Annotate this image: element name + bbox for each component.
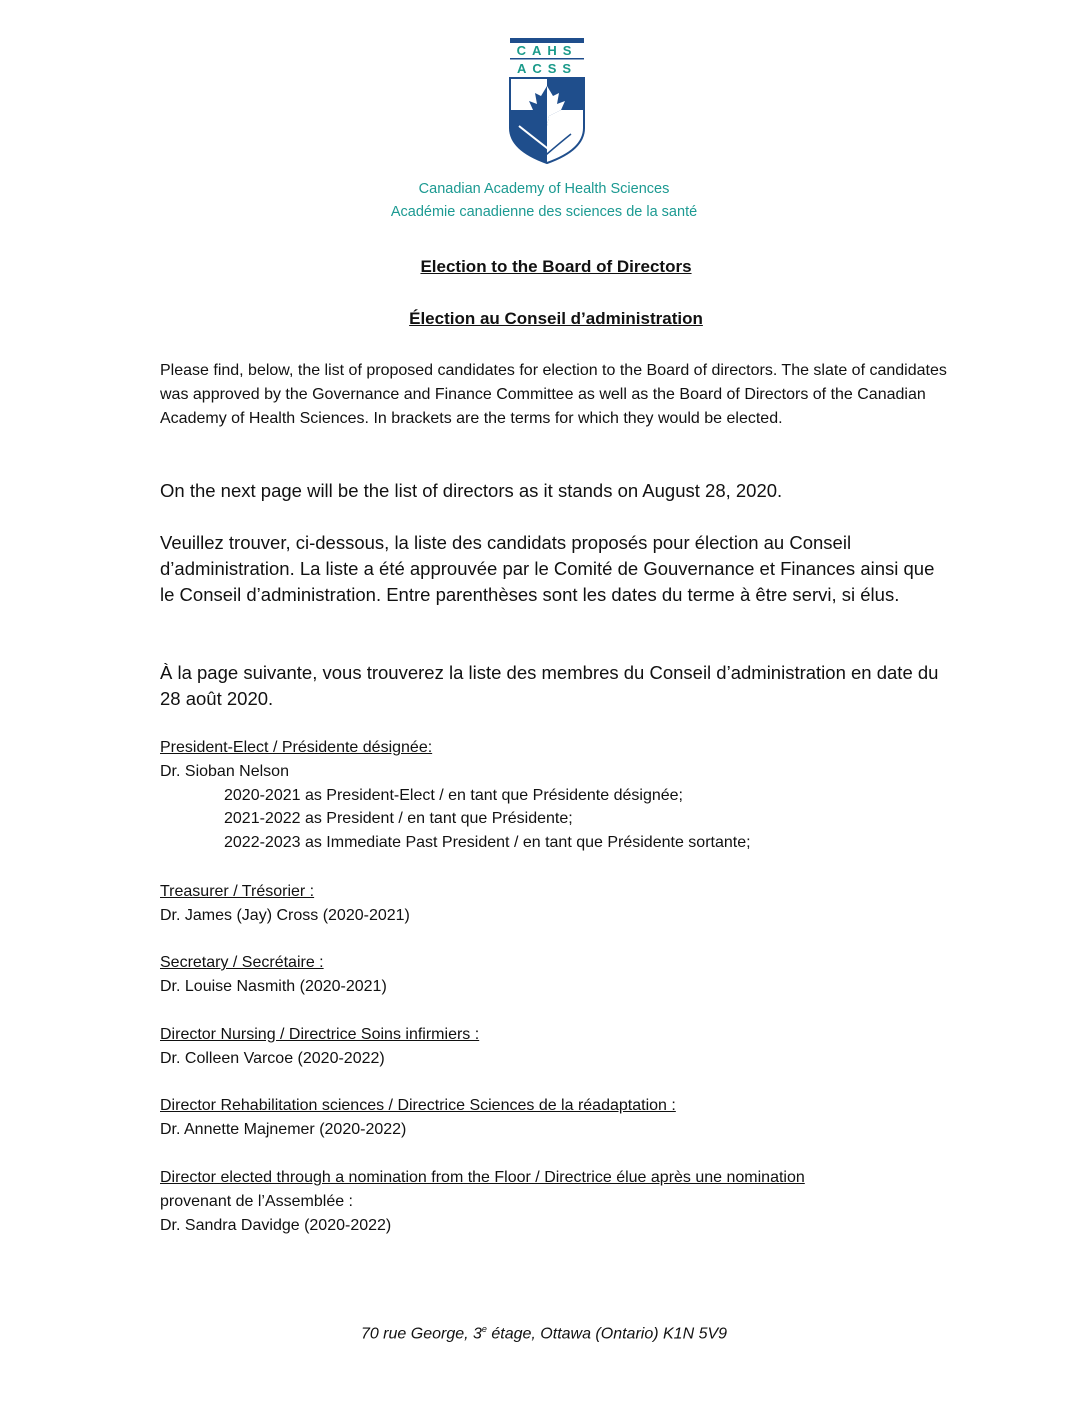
candidate-name: Dr. Sandra Davidge (2020-2022) [160, 1216, 392, 1234]
term: 2020-2021 as President-Elect / en tant que Présidente désignée; [224, 786, 683, 804]
candidate-name: Dr. Sioban Nelson [160, 762, 289, 780]
position-treasurer [160, 880, 950, 928]
org-name-en: Canadian Academy of Health Sciences [418, 181, 670, 197]
term: 2022-2023 as Immediate Past President / en tant que Présidente sortante; [224, 834, 751, 852]
org-name-fr: Académie canadienne des sciences de la santé [390, 204, 698, 220]
svg-text:ACSS: ACSS [516, 61, 578, 76]
candidate-name: Dr. Louise Nasmith (2020-2021) [160, 977, 387, 995]
position-director-nursing [160, 1023, 950, 1071]
position-secretary [160, 951, 950, 999]
position-heading: Treasurer / Trésorier : [160, 883, 315, 900]
candidate-name: Dr. Colleen Varcoe (2020-2022) [160, 1049, 385, 1067]
position-heading: Director Nursing / Directrice Soins infirmiers : [160, 1026, 480, 1043]
next-page-en: On the next page will be the list of directors as it stands on August 28, 2020. [160, 480, 783, 501]
cahs-logo [509, 38, 585, 164]
footer-address: 70 rue George, 3e étage, Ottawa (Ontario) K1N 5V9 [360, 1324, 728, 1343]
position-director-floor [160, 1166, 950, 1237]
position-president-elect [160, 736, 950, 855]
position-heading: President-Elect / Présidente désignée: [160, 739, 433, 756]
position-heading: Director Rehabilitation sciences / Directrice Sciences de la réadaptation : [160, 1097, 676, 1114]
position-heading-cont: provenant de l’Assemblée : [160, 1192, 353, 1210]
term: 2021-2022 as President / en tant que Présidente; [224, 810, 573, 828]
title-en: Election to the Board of Directors [420, 257, 692, 276]
position-director-rehabilitation [160, 1094, 950, 1142]
position-heading: Director elected through a nomination from the Floor / Directrice élue après une nomination [160, 1169, 805, 1186]
next-page-fr: À la page suivante, vous trouverez la liste des membres du Conseil d’administration en date du 28 août 2020. [160, 662, 939, 709]
svg-text:CAHS: CAHS [516, 43, 578, 58]
candidate-name: Dr. James (Jay) Cross (2020-2021) [160, 906, 410, 924]
intro-en: Please find, below, the list of proposed candidates for election to the Board of directors. The slate of candidates was approved by the Governance and Finance Committee as well as the Board of Directors of the Canadian Academy of Health Sciences. In brackets are the terms for which they would be elected. [160, 362, 947, 427]
intro-fr: Veuillez trouver, ci-dessous, la liste des candidats proposés pour élection au Conseil d’administration. La liste a été approuvée par le Comité de Gouvernance et Finances ainsi que le Conseil d’administration. Entre parenthèses sont les dates du terme à être servi, si élus. [160, 532, 935, 605]
title-fr: Élection au Conseil d’administration [409, 309, 703, 328]
position-heading: Secretary / Secrétaire : [160, 954, 324, 971]
candidate-name: Dr. Annette Majnemer (2020-2022) [160, 1120, 407, 1138]
